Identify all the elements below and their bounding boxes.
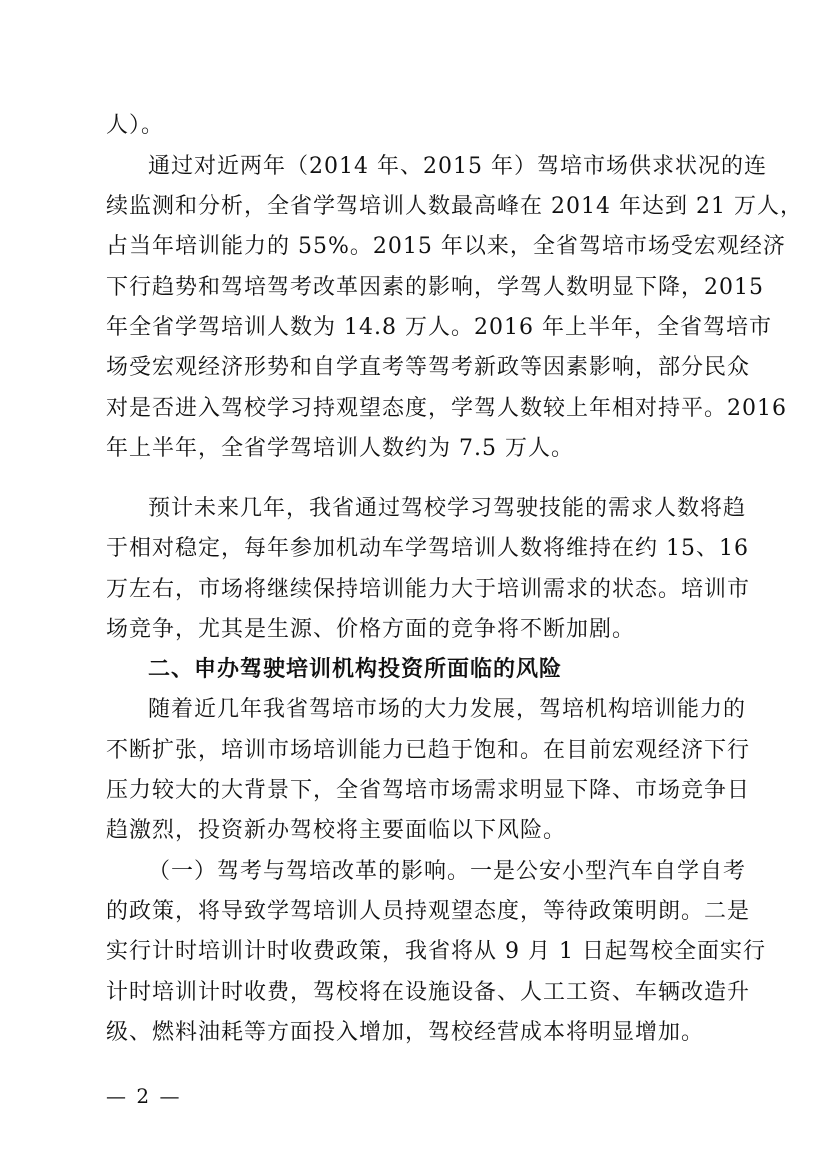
- paragraph-1-line-2: 续监测和分析，全省学驾培训人数最高峰在 2014 年达到 21 万人，: [106, 194, 803, 219]
- paragraph-4-line-3: 实行计时培训计时收费政策，我省将从 9 月 1 日起驾校全面实行: [106, 939, 766, 964]
- paragraph-3-line-3: 压力较大的大背景下，全省驾培市场需求明显下降、市场竞争日: [106, 778, 751, 803]
- section-heading: 二、申办驾驶培训机构投资所面临的风险: [148, 657, 563, 682]
- paragraph-1-line-7: 对是否进入驾校学习持观望态度，学驾人数较上年相对持平。2016: [106, 396, 787, 421]
- paragraph-3-line-2: 不断扩张，培训市场培训能力已趋于饱和。在目前宏观经济下行: [106, 738, 751, 763]
- paragraph-1-line-6: 场受宏观经济形势和自学直考等驾考新政等因素影响，部分民众: [106, 355, 751, 380]
- paragraph-4-line-1: （一）驾考与驾培改革的影响。一是公安小型汽车自学自考: [148, 859, 747, 884]
- paragraph-2-line-1: 预计未来几年，我省通过驾校学习驾驶技能的需求人数将趋: [148, 496, 747, 521]
- paragraph-1-line-8: 年上半年，全省学驾培训人数约为 7.5 万人。: [106, 436, 574, 461]
- paragraph-2-line-4: 场竞争，尤其是生源、价格方面的竞争将不断加剧。: [106, 617, 636, 642]
- paragraph-1-line-5: 年全省学驾培训人数为 14.8 万人。2016 年上半年，全省驾培市: [106, 315, 772, 340]
- paragraph-3-line-4: 趋激烈，投资新办驾校将主要面临以下风险。: [106, 818, 567, 843]
- page-number: — 2 —: [106, 1084, 182, 1108]
- paragraph-4-line-4: 计时培训计时收费，驾校将在设施设备、人工工资、车辆改造升: [106, 980, 751, 1005]
- paragraph-4-line-5: 级、燃料油耗等方面投入增加，驾校经营成本将明显增加。: [106, 1020, 705, 1045]
- paragraph-1-line-4: 下行趋势和驾培驾考改革因素的影响，学驾人数明显下降，2015: [106, 275, 764, 300]
- paragraph-4-line-2: 的政策，将导致学驾培训人员持观望态度，等待政策明朗。二是: [106, 899, 751, 924]
- paragraph-3-line-1: 随着近几年我省驾培市场的大力发展，驾培机构培训能力的: [148, 697, 747, 722]
- paragraph-1-line-3: 占当年培训能力的 55%。2015 年以来，全省驾培市场受宏观经济: [106, 234, 786, 259]
- paragraph-2-line-2: 于相对稳定，每年参加机动车学驾培训人数将维持在约 15、16: [106, 536, 749, 561]
- text-line-continuation: 人）。: [106, 113, 165, 138]
- paragraph-2-line-3: 万左右，市场将继续保持培训能力大于培训需求的状态。培训市: [106, 577, 751, 602]
- paragraph-1-line-1: 通过对近两年（2014 年、2015 年）驾培市场供求状况的连: [148, 154, 767, 179]
